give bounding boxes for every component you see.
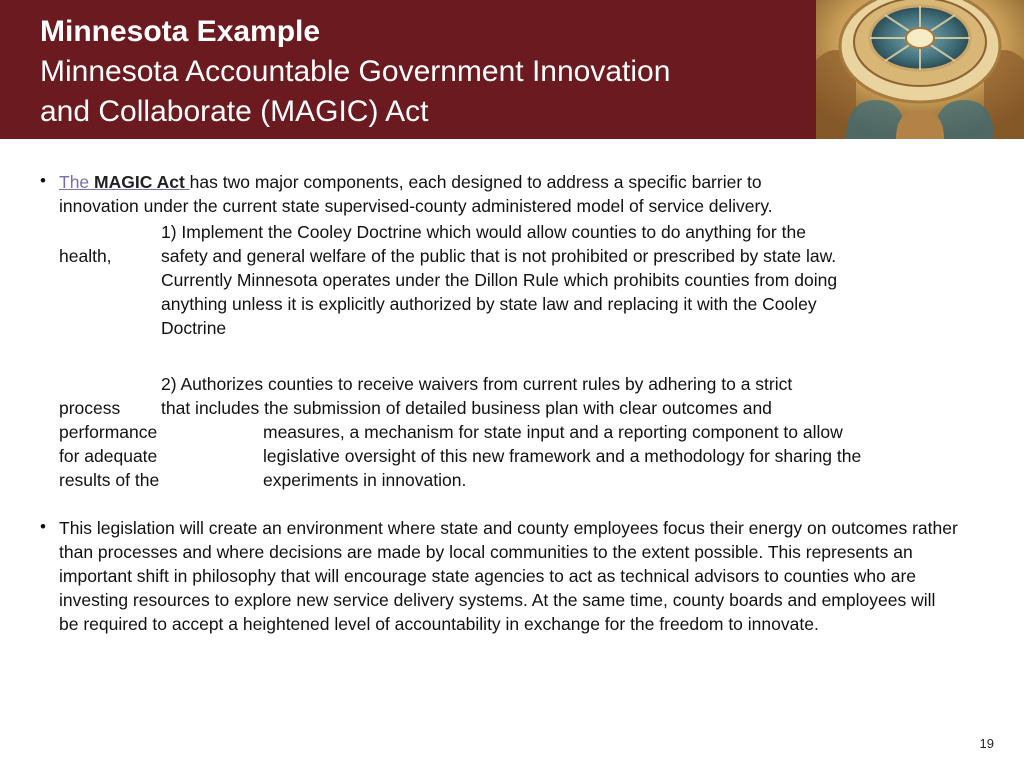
point2-text-5b: experiments in innovation. — [263, 470, 467, 490]
magic-act-link[interactable] — [59, 172, 190, 192]
slide-title — [40, 12, 670, 132]
slide-header — [0, 0, 816, 139]
bullet-icon: • — [40, 171, 46, 190]
capitol-dome-icon — [816, 0, 1024, 139]
point1-line5 — [40, 316, 960, 340]
bullet-icon: • — [40, 517, 46, 536]
point1-line4 — [40, 292, 960, 316]
point2-text-3a: performance — [59, 422, 158, 442]
point2-text-1: 2) Authorizes counties to receive waivers from current rules by adhering to a strict — [161, 374, 793, 394]
magic-act-bold[interactable]: MAGIC Act — [94, 172, 190, 192]
point1-text-5: Doctrine — [161, 318, 227, 338]
point2-line5 — [40, 468, 960, 492]
point2-text-4b: legislative oversight of this new framework and a methodology for sharing the — [263, 446, 862, 466]
point1-text-2a: health, — [59, 246, 112, 266]
point2-line3 — [40, 420, 960, 444]
title-line-1: Minnesota Accountable Government Innovation — [40, 55, 671, 88]
page-number: 19 — [979, 736, 994, 751]
bullet1-line1: has two major components, each designed to address a specific barrier to — [189, 172, 762, 192]
point1-line1 — [40, 220, 960, 244]
point2-line4 — [40, 444, 960, 468]
point2-text-4a: for adequate — [59, 446, 158, 466]
link-text[interactable]: The — [59, 172, 95, 192]
point1-line2 — [40, 244, 960, 268]
point2-text-2b: that includes the submission of detailed business plan with clear outcomes and — [161, 398, 772, 418]
title-line-2: and Collaborate (MAGIC) Act — [40, 95, 429, 128]
point1-text-4: anything unless it is explicitly authorized by state law and replacing it with the Cooley — [161, 294, 817, 314]
point1-text-3: Currently Minnesota operates under the Dillon Rule which prohibits counties from doing — [161, 270, 838, 290]
point2-line1 — [40, 372, 960, 396]
capitol-dome-image — [816, 0, 1024, 139]
point2-text-5a: results of the — [59, 470, 160, 490]
point1-text-1: 1) Implement the Cooley Doctrine which would allow counties to do anything for the — [161, 222, 806, 242]
bullet-magic-act — [40, 170, 960, 218]
bullet-legislation — [40, 516, 959, 636]
title-bold: Minnesota Example — [40, 15, 321, 48]
point1-line3 — [40, 268, 960, 292]
point2-line2 — [40, 396, 960, 420]
point1-text-2b: safety and general welfare of the public that is not prohibited or prescribed by state law. — [161, 246, 837, 266]
bullet2-text: This legislation will create an environment where state and county employees focus their energy on outcomes rather than processes and where decisions are made by local communities to the extent possible. This represents an important shift in philosophy that will encourage state agencies to act as technical advisors to counties who are investing resources to explore new service delivery systems. At the same time, county boards and employees will be required to accept a heightened level of accountability in exchange for the freedom to innovate. — [59, 518, 958, 634]
point2-text-2a: process — [59, 398, 121, 418]
bullet1-line2: innovation under the current state supervised-county administered model of service delivery. — [59, 196, 773, 216]
point2-text-3b: measures, a mechanism for state input and a reporting component to allow — [263, 422, 843, 442]
slide-body — [40, 170, 960, 636]
